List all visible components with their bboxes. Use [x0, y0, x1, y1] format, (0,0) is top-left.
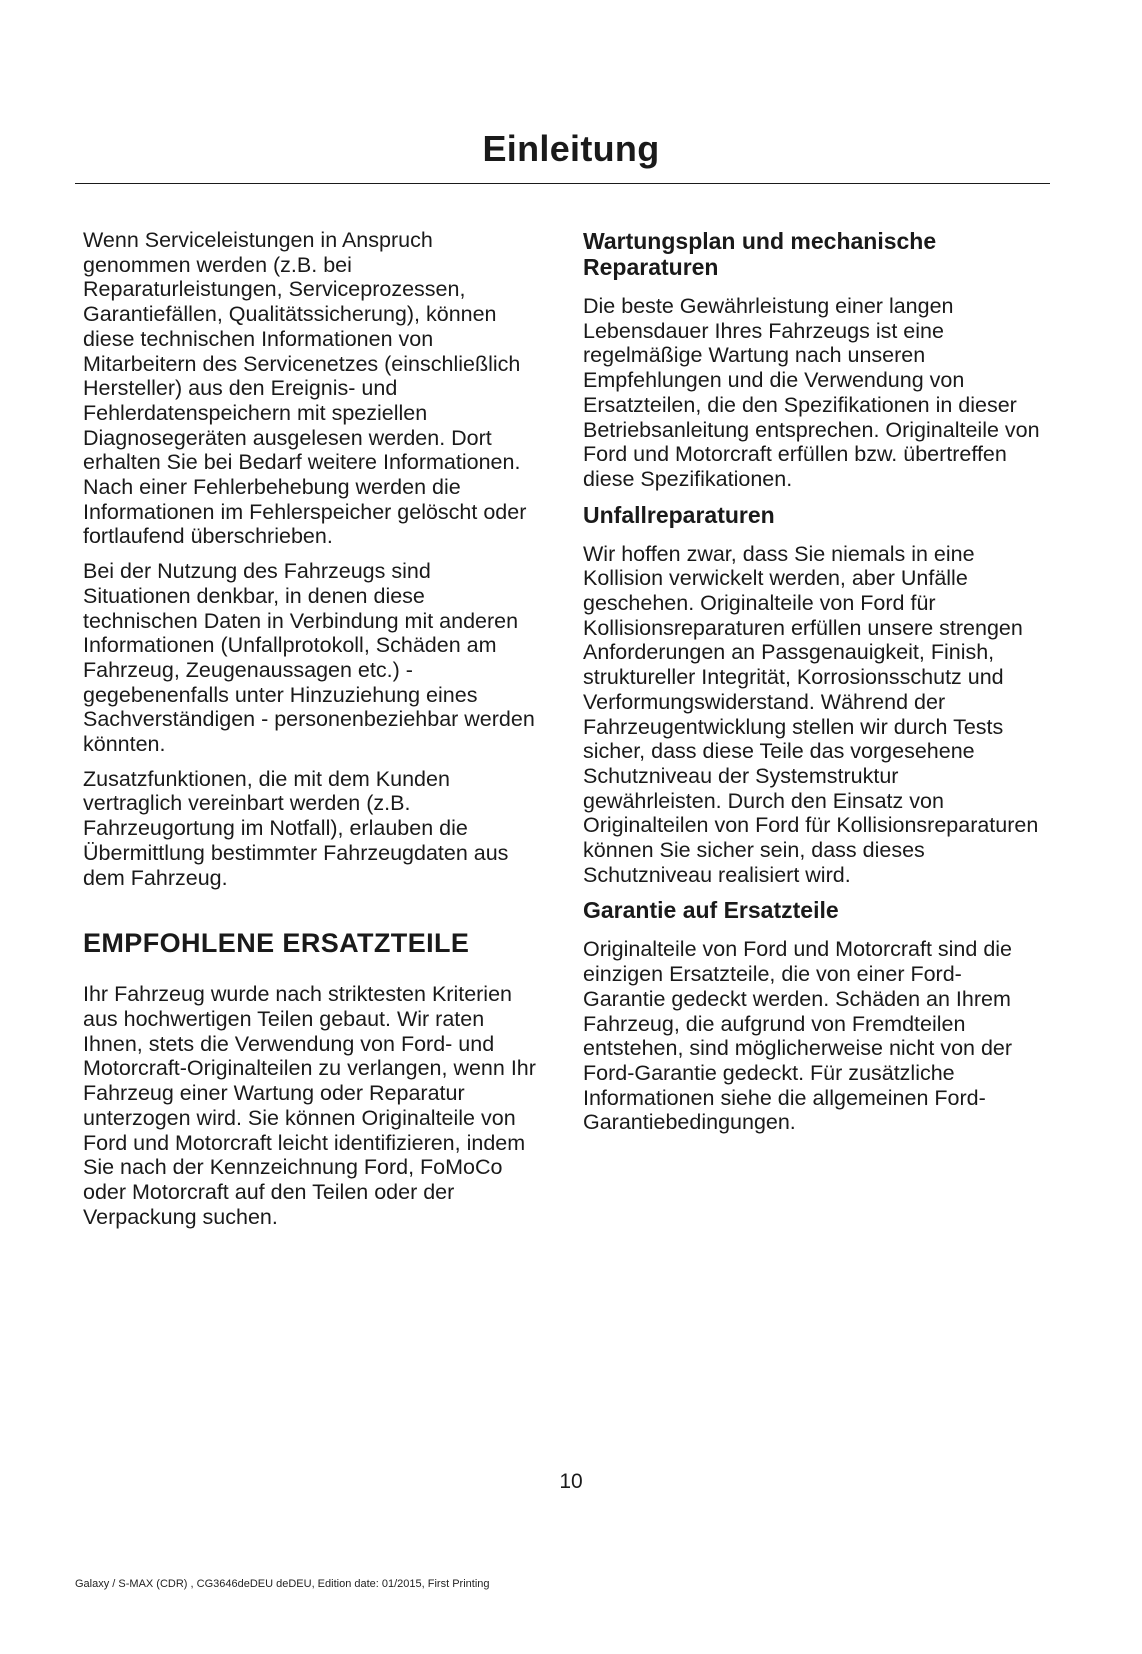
- heading-maintenance: Wartungsplan und mechanische Reparaturen: [583, 228, 937, 280]
- paragraph-personal-data: Bei der Nutzung des Fahrzeugs sind Situationen denkbar, in denen diese technischen Daten in Verbindung mit anderen Informationen (Unfallprotokoll, Schäden am Fahrzeug, Zeugenaussagen etc.) - gegebenenfalls unter Hinzuziehung eines Sachverständigen - personenbeziehbar werden könnten.: [83, 559, 535, 757]
- page-number: 10: [559, 1470, 583, 1493]
- heading-parts-warranty: Garantie auf Ersatzteile: [583, 897, 839, 924]
- paragraph-spare-parts: Ihr Fahrzeug wurde nach striktesten Kriterien aus hochwertigen Teilen gebaut. Wir raten Ihnen, stets die Verwendung von Ford- und Motorcraft-Originalteilen zu verlangen, wenn Ihr Fahrzeug einer Wartung oder Reparatur unterzogen wird. Sie können Originalteile von Ford und Motorcraft leicht identifizieren, indem Sie nach der Kennzeichnung Ford, FoMoCo oder Motorcraft auf den Teilen oder der Verpackung suchen.: [83, 982, 536, 1229]
- title-divider: [75, 183, 1050, 184]
- paragraph-parts-warranty: Originalteile von Ford und Motorcraft sind die einzigen Ersatzteile, die von einer Ford-Garantie gedeckt werden. Schäden an Ihrem Fahrzeug, die aufgrund von Fremdteilen entstehen, sind möglicherweise nicht von der Ford-Garantie gedeckt. Für zusätzliche Informationen siehe die allgemeinen Ford-Garantiebedingungen.: [583, 937, 1013, 1135]
- heading-accident-repairs: Unfallreparaturen: [583, 501, 775, 528]
- left-column: [83, 228, 543, 1239]
- paragraph-service-data: Wenn Serviceleistungen in Anspruch genommen werden (z.B. bei Reparaturleistungen, Serviceprozessen, Garantiefällen, Qualitätssicherung), können diese technischen Informationen von Mitarbeitern des Servicenetzes (einschließlich Hersteller) aus den Ereignis- und Fehlerdatenspeichern mit speziellen Diagnosegeräten ausgelesen werden. Dort erhalten Sie bei Bedarf weitere Informationen. Nach einer Fehlerbehebung werden die Informationen im Fehlerspeicher gelöscht oder fortlaufend überschrieben.: [83, 228, 527, 549]
- page-title: Einleitung: [482, 128, 660, 169]
- paragraph-maintenance: Die beste Gewährleistung einer langen Lebensdauer Ihres Fahrzeugs ist eine regelmäßige Wartung nach unseren Empfehlungen und die Verwendung von Ersatzteilen, die den Spezifikationen in dieser Betriebsanleitung entsprechen. Originalteile von Ford und Motorcraft erfüllen bzw. übertreffen diese Spezifikationen.: [583, 294, 1040, 491]
- footer-edition-info: Galaxy / S-MAX (CDR) , CG3646deDEU deDEU, Edition date: 01/2015, First Printing: [75, 1578, 490, 1590]
- paragraph-accident-repairs: Wir hoffen zwar, dass Sie niemals in eine Kollision verwickelt werden, aber Unfälle geschehen. Originalteile von Ford für Kollisionsreparaturen erfüllen unsere strengen Anforderungen an Passgenauigkeit, Finish, struktureller Integrität, Korrosionsschutz und Verformungswiderstand. Während der Fahrzeugentwicklung stellen wir durch Tests sicher, dass diese Teile das vorgesehene Schutzniveau der Systemstruktur gewährleisten. Durch den Einsatz von Originalteilen von Ford für Kollisionsreparaturen können Sie sicher sein, dass dieses Schutzniveau realisiert wird.: [583, 541, 1039, 887]
- right-column: [583, 228, 1043, 1145]
- paragraph-additional-functions: Zusatzfunktionen, die mit dem Kunden vertraglich vereinbart werden (z.B. Fahrzeugortung im Notfall), erlauben die Übermittlung bestimmter Fahrzeugdaten aus dem Fahrzeug.: [83, 766, 509, 890]
- section-heading-spare-parts: EMPFOHLENE ERSATZTEILE: [83, 928, 470, 959]
